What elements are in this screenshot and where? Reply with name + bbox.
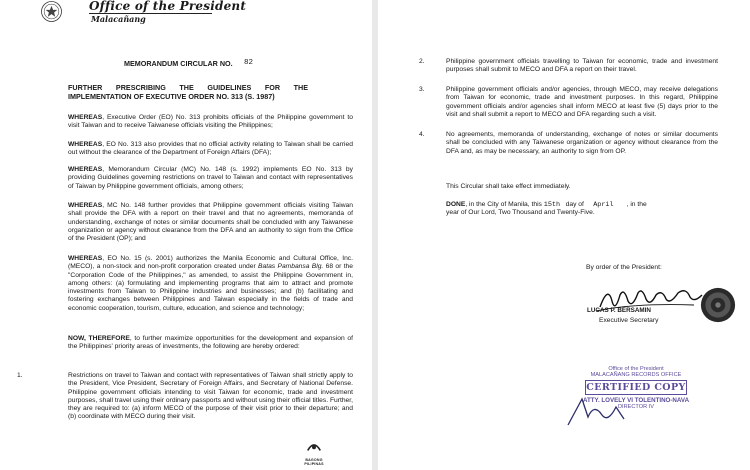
whereas-paragraph: WHEREAS, EO No. 15 (s. 2001) authorizes the Manila Economic and Cultural Office, Inc. (MECO), a non-stock and non-profit corporation created under Batas Pambansa Blg. 68 or the "Corporation Code of the Philippines," as amended, to assist the Philippine Government in, among others: (a) formulating and implementing programs that aim to attract and promote investments from Taiwan to Philippine industries and businesses; and (b) facilitating and fostering exchanges between Philippines and Taiwan especially in the fields of trade and economic cooperation, tourism, culture, education, and science and technology; bbox=[68, 255, 353, 312]
by-order-label: By order of the President: bbox=[586, 264, 662, 271]
stamp-office: Office of the President bbox=[608, 366, 664, 372]
item-text: Restrictions on travel to Taiwan and contact with representatives of Taiwan shall strictly apply to the President, Vice President, Secretary of Foreign Affairs, and Secretary of National Defense. Philippine government officials intending to visit Taiwan for economic, trade and investment purposes, shall travel using their ordinary passports and without using their official titles. Further, they are required to: (a) inform MECO of the purpose of their visit prior to their departure; and (b) coordinate with MECO during their visit. bbox=[68, 372, 353, 421]
signer-name: LUCAS P. BERSAMIN bbox=[587, 307, 651, 314]
effectivity-clause: This Circular shall take effect immediately. bbox=[446, 183, 571, 190]
palace-name: Malacañang bbox=[91, 14, 146, 24]
whereas-paragraph: WHEREAS, EO No. 313 also provides that no official activity relating to Taiwan shall be carried out without the clearance of the Department of Foreign Affairs (DFA); bbox=[68, 141, 353, 157]
stamp-box: CERTIFIED COPY bbox=[586, 382, 686, 393]
item-number: 3. bbox=[419, 86, 425, 93]
memo-heading: FURTHER PRESCRIBING THE GUIDELINES FOR THE IMPLEMENTATION OF EXECUTIVE ORDER NO. 313 (S. 1987) bbox=[68, 83, 308, 101]
stamp-position: DIRECTOR IV bbox=[618, 404, 654, 410]
footer-logo-text: BAGONG PILIPINAS bbox=[304, 458, 324, 466]
office-title: Office of the President bbox=[89, 0, 247, 13]
page-left bbox=[0, 0, 372, 470]
done-day: 15th bbox=[543, 201, 561, 209]
item-number: 2. bbox=[419, 58, 425, 65]
item-text: No agreements, memoranda of understanding, exchange of notes or similar documents shall be concluded with any Taiwanese organization or agency without clearance from the DFA and, as may be necessary, an authority to sign from OP. bbox=[446, 131, 718, 155]
now-therefore-paragraph: NOW, THEREFORE, to further maximize opportunities for the development and expansion of the Philippines' priority areas of investments, the following are hereby ordered: bbox=[68, 335, 353, 351]
bagong-pilipinas-icon bbox=[306, 441, 322, 452]
stamp-name: ATTY. LOVELY VI TOLENTINO-NAVA bbox=[582, 397, 690, 404]
whereas-paragraph: WHEREAS, Executive Order (EO) No. 313 prohibits officials of the Philippine government to visit Taiwan and to receive Taiwanese officials visiting the Philippines; bbox=[68, 114, 353, 130]
done-month: April bbox=[593, 201, 614, 209]
stamp-records: MALACAÑANG RECORDS OFFICE bbox=[590, 372, 682, 378]
item-text: Philippine government officials and/or agencies, through MECO, may receive delegations from Taiwan for economic, trade and investment purposes. In this regard, Philippine government officials and/or agencies shall inform MECO at least five (5) days prior to the visit and shall submit a report to MECO and DFA regarding such a visit. bbox=[446, 86, 718, 118]
done-clause: DONE, in the City of Manila, this 15th day of April , in the year of Our Lord, Two Thousand and Twenty-Five. bbox=[446, 201, 647, 217]
item-number: 1. bbox=[17, 372, 23, 379]
presidential-seal-icon bbox=[41, 1, 62, 22]
whereas-paragraph: WHEREAS, Memorandum Circular (MC) No. 148 (s. 1992) implements EO No. 313 by providing Guidelines governing restrictions on travel to Taiwan and contact with representatives of Taiwan by Philippine government officials, among others; bbox=[68, 166, 353, 190]
item-number: 4. bbox=[419, 131, 425, 138]
memo-number: 82 bbox=[244, 59, 254, 67]
item-text: Philippine government officials travelling to Taiwan for economic, trade and investment purposes shall submit to MECO and DFA a report on their travel. bbox=[446, 58, 718, 74]
memo-title: MEMORANDUM CIRCULAR NO. bbox=[124, 59, 233, 68]
signer-title: Executive Secretary bbox=[599, 317, 659, 324]
executive-seal-icon bbox=[700, 287, 736, 323]
whereas-paragraph: WHEREAS, MC No. 148 further provides that Philippine government officials visiting Taiwan shall provide the DFA with a report on their travel and that no agreements, memoranda of understanding, exchange of notes or similar documents shall be concluded with any Taiwanese organization or agency without clearance from the DFA and an authority to sign from the Office of the President (OP); and bbox=[68, 202, 353, 243]
stamp-signature-icon bbox=[560, 395, 650, 429]
footer-logo bbox=[298, 439, 330, 466]
